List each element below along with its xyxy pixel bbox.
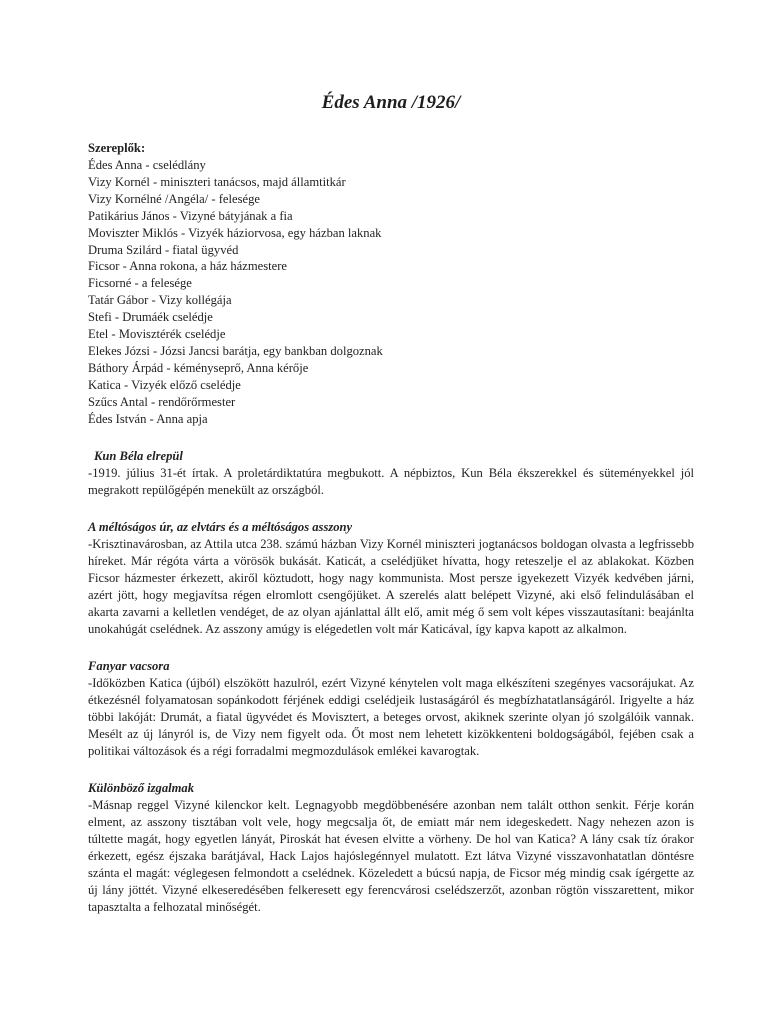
document-title: Édes Anna /1926/ — [321, 92, 461, 113]
cast-item: Katica - Vizyék előző cselédje — [88, 377, 241, 392]
chapter-text: -Másnap reggel Vizyné kilenckor kelt. Legnagyobb megdöbbenésére azonban nem talált otthon senkit. Férje korán elment, az asszony tisztában volt vele, hogy megcsalja őt, de emiatt már nem idegeskedett. Nagy nehezen azon is túltette magát, hogy egyetlen lányát, Piroskát hat évesen elvitte a vörheny. De hol van Katica? A lány csak tíz órakor érkezett, egész éjszaka barátjával, Hack Lajos hajóslegénnyel mulatott. Ezt látva Vizyné visszavonhatatlan döntésre szánta el magát: véglegesen felmondott a cselédnek. Közeledett a búcsú napja, de Ficsor még mindig csak ígérgette az új lány jöttét. Vizyné elkeseredésében felkeresett egy ferencvárosi cselédszerzőt, azonban rögtön visszarettent, mikor tapasztalta a felhozatal minőségét. — [88, 797, 694, 914]
chapter-section — [88, 448, 694, 499]
chapter-section — [88, 658, 694, 760]
cast-list — [88, 157, 694, 428]
cast-item: Báthory Árpád - kéményseprő, Anna kérője — [88, 360, 309, 375]
cast-section — [88, 140, 694, 428]
cast-item: Elekes Józsi - Józsi Jancsi barátja, egy bankban dolgoznak — [88, 343, 383, 358]
chapter-heading: Különböző izgalmak — [88, 780, 195, 795]
chapter-text: -Időközben Katica (újból) elszökött hazulról, ezért Vizyné kénytelen volt maga elkészíteni szegényes vacsorájukat. Az étkezésnél folyamatosan sopánkodott férjének eddigi cselédjeik lustaságáról és megbízhatatlanságáról. Irigyelte a ház többi lakóját: Drumát, a fiatal ügyvédet és Movisztert, a beteges orvost, akiknek szerinte olyan jó szolgálóik vannak. Mesélt az új lányról is, de Vizy nem figyelt oda. Őt most nem lehetett kizökkenteni boldogságából, fejében csak a politikai változások és a régi forradalmi megmozdulások emlékei kavarogtak. — [88, 675, 694, 758]
cast-item: Vizy Kornél - miniszteri tanácsos, majd államtitkár — [88, 174, 346, 189]
chapter-section — [88, 519, 694, 638]
cast-heading: Szereplők: — [88, 141, 146, 155]
chapter-text: -Krisztinavárosban, az Attila utca 238. számú házban Vizy Kornél miniszteri jogtanácsos boldogan olvasta a legfrissebb híreket. Már régóta várta a vörösök bukását. Katicát, a cselédjüket hívatta, hogy reteszelje el az ablakokat. Közben Ficsor házmester érkezett, akiről köztudott, hogy nagy kommunista. Most persze igyekezett Vizyék kedvében járni, azért jött, hogy megjavítsa régen elromlott csengőjüket. A szerelés alatt belépett Vizyné, aki első felindulásában el akarta zavarni a kelletlen vendéget, de az olyan ajánlattal állt elő, amit még ő sem volt képes visszautasítani: beajánlta unokahúgát cselédnek. Az asszony amúgy is elégedetlen volt már Katicával, így kapva kapott az alkalmon. — [88, 536, 694, 636]
chapter-section — [88, 780, 694, 916]
chapter-text: -1919. július 31-ét írtak. A proletárdiktatúra megbukott. A népbiztos, Kun Béla ékszerekkel és süteményekkel jól megrakott repülőgépén menekült az országból. — [88, 465, 694, 497]
cast-item: Etel - Movisztérék cselédje — [88, 327, 226, 342]
cast-item: Vizy Kornélné /Angéla/ - felesége — [88, 191, 260, 206]
cast-item: Szűcs Antal - rendőrőrmester — [88, 394, 236, 409]
cast-item: Ficsorné - a felesége — [88, 276, 192, 291]
chapter-heading: A méltóságos úr, az elvtárs és a méltóságos asszony — [88, 519, 353, 534]
cast-item: Druma Szilárd - fiatal ügyvéd — [88, 242, 239, 257]
cast-item: Tatár Gábor - Vizy kollégája — [88, 293, 232, 308]
cast-item: Moviszter Miklós - Vizyék háziorvosa, egy házban laknak — [88, 225, 382, 240]
cast-item: Édes István - Anna apja — [88, 411, 208, 426]
cast-item: Patikárius János - Vizyné bátyjának a fia — [88, 208, 293, 223]
cast-item: Stefi - Drumáék cselédje — [88, 310, 213, 325]
chapter-heading: Kun Béla elrepül — [94, 448, 183, 463]
document-page — [88, 92, 694, 916]
cast-item: Édes Anna - cselédlány — [88, 158, 206, 172]
chapter-heading: Fanyar vacsora — [88, 658, 170, 673]
cast-item: Ficsor - Anna rokona, a ház házmestere — [88, 259, 287, 274]
